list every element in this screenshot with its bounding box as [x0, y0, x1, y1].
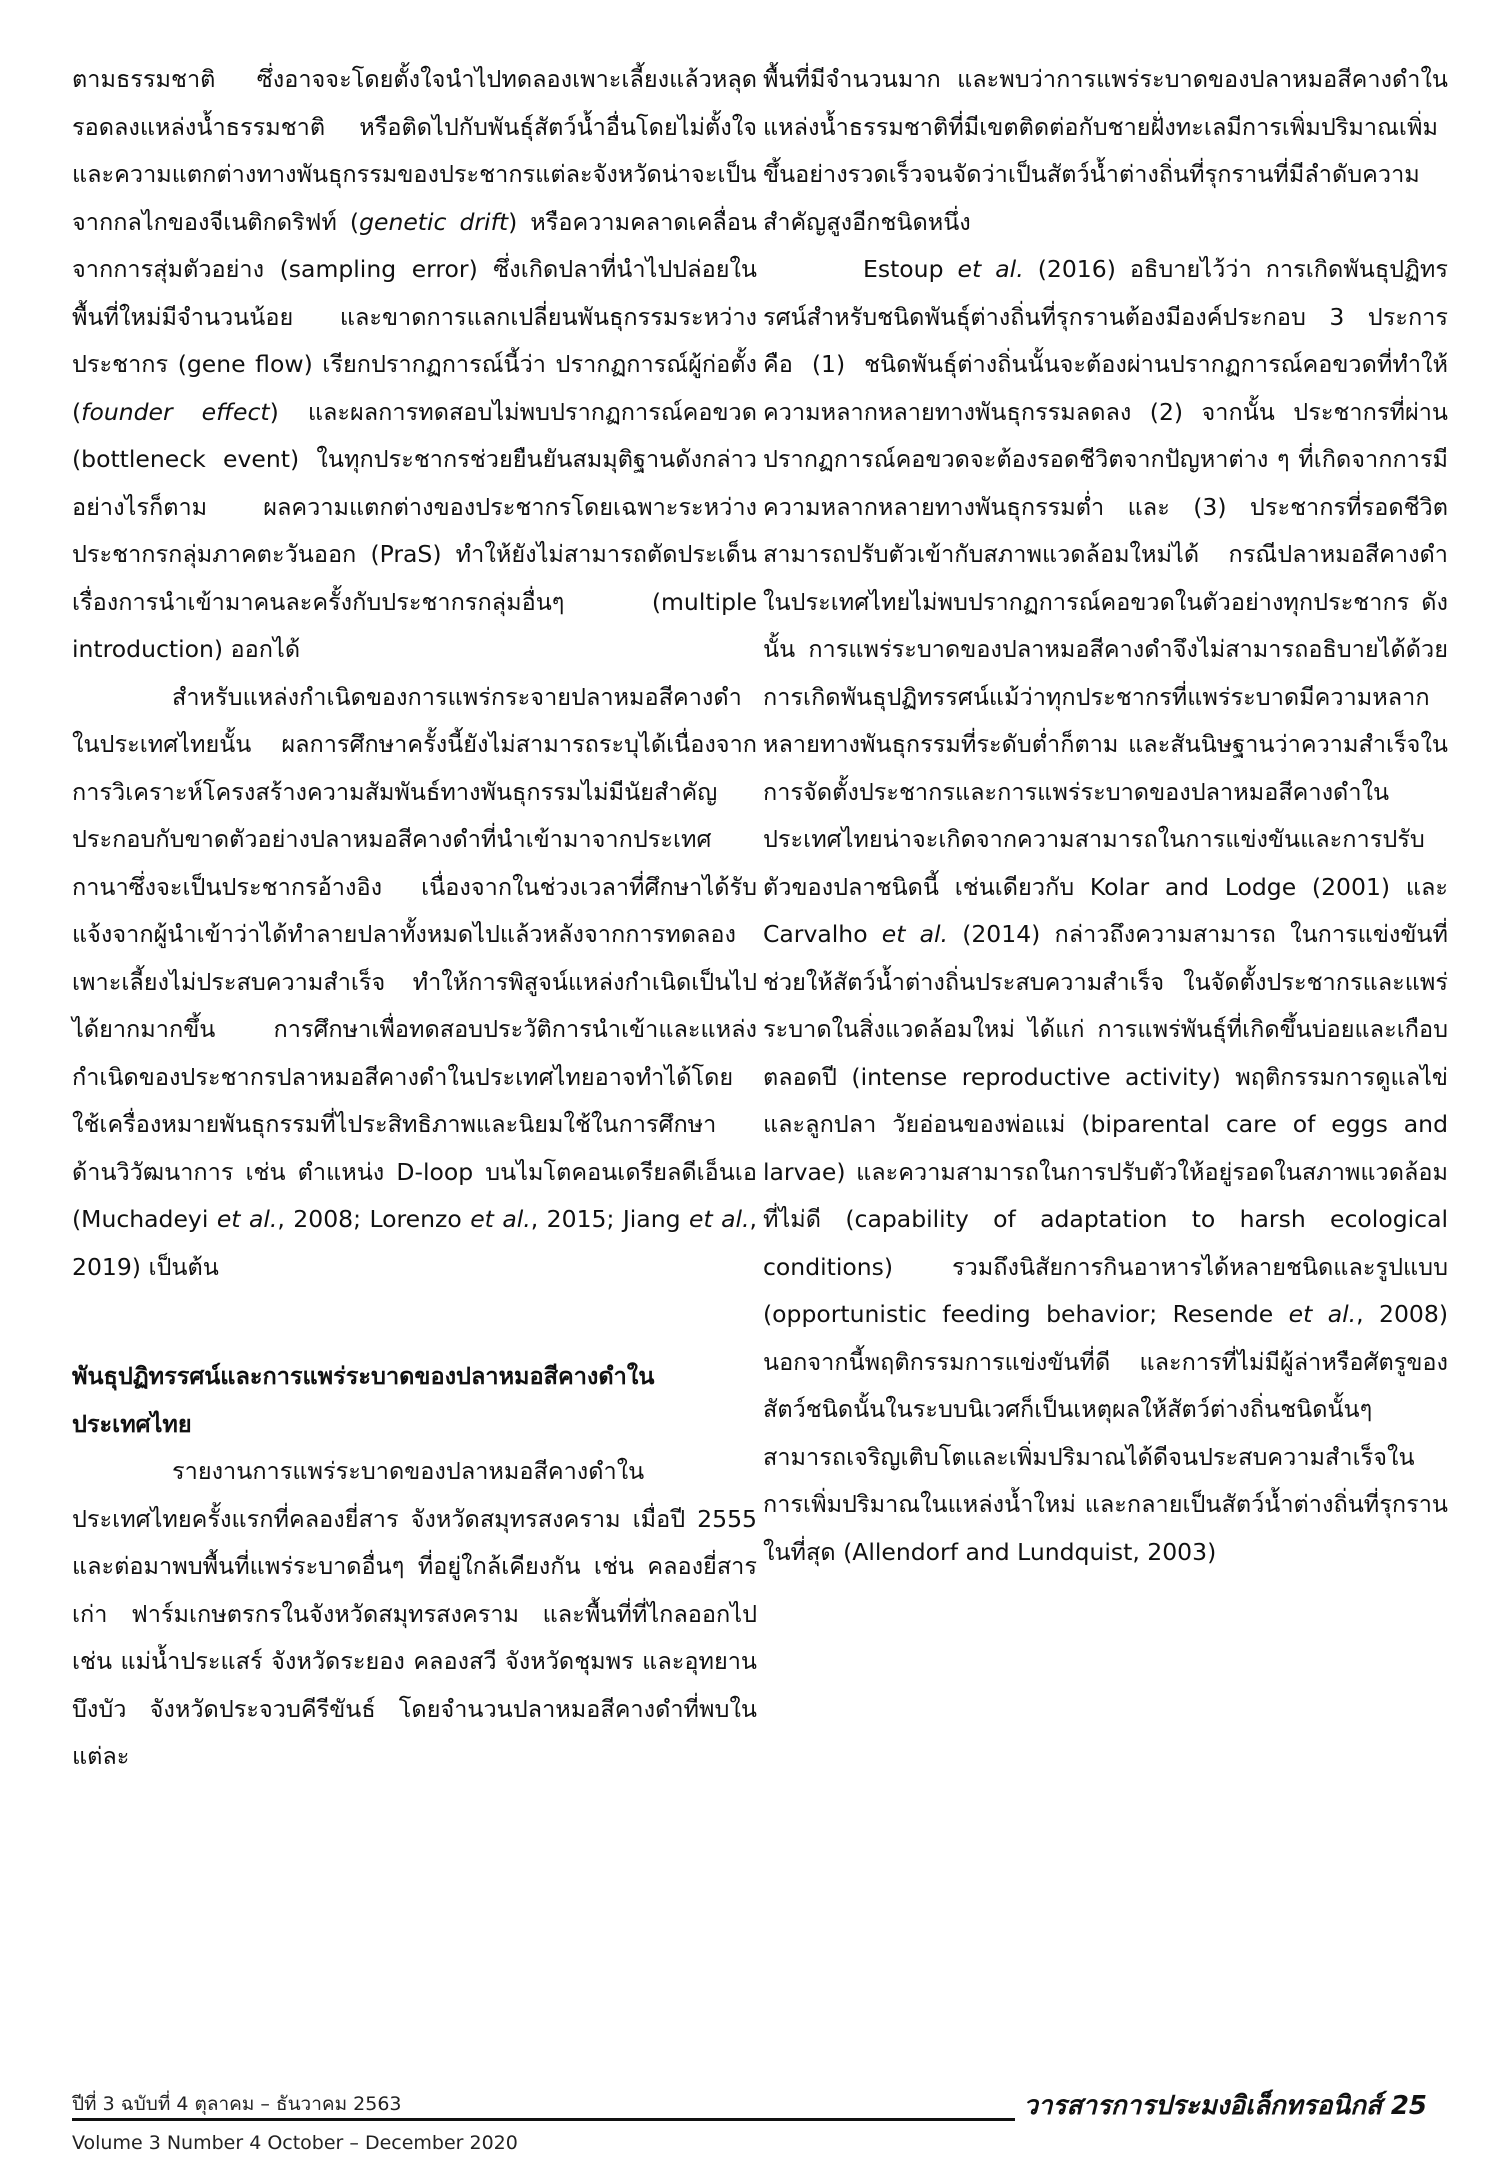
text-run: ตามธรรมชาติ ซึ่งอาจจะโดยตั้งใจนำไปทดลองเพาะเลี้ยงแล้วหลุดรอดลงแหล่งน้ำธรรมชาติ หรือติดไปกับพันธุ์สัตว์น้ำอื่นโดยไม่ตั้งใจ และความแตกต่างทางพันธุกรรมของประชากรแต่ละจังหวัดน่าจะเป็นจากกลไกของจีเนติกดริฟท์ ( — [72, 65, 757, 236]
italic-text: et al. — [216, 1205, 278, 1233]
text-run: สำหรับแหล่งกำเนิดของการแพร่กระจายปลาหมอสีคางดำในประเทศไทยนั้น ผลการศึกษาครั้งนี้ยังไม่สามารถระบุได้เนื่องจากการวิเคราะห์โครงสร้างความสัมพันธ์ทางพันธุกรรมไม่มีนัยสำคัญ ประกอบกับขาดตัวอย่างปลาหมอสีคางดำที่นำเข้ามาจากประเทศกานาซึ่งจะเป็นประชากรอ้างอิง เนื่องจากในช่วงเวลาที่ศึกษาได้รับแจ้งจากผู้นำเข้าว่าได้ทำลายปลาทั้งหมดไปแล้วหลังจากการทดลองเพาะเลี้ยงไม่ประสบความสำเร็จ ทำให้การพิสูจน์แหล่งกำเนิดเป็นไปได้ยากมากขึ้น การศึกษาเพื่อทดสอบประวัติการนำเข้าและแหล่งกำเนิดของประชากรปลาหมอสีคางดำในประเทศไทยอาจทำได้โดยใช้เครื่องหมายพันธุกรรมที่ไประสิทธิภาพและนิยมใช้ในการศึกษาด้านวิวัฒนาการ เช่น ตำแหน่ง D-loop บนไมโตคอนเดรียลดีเอ็นเอ (Muchadeyi — [72, 682, 757, 1233]
left-column — [72, 56, 757, 1781]
text-run: , 2008; Lorenzo — [277, 1205, 471, 1233]
issue-info-thai: ปีที่ 3 ฉบับที่ 4 ตุลาคม – ธันวาคม 2563 — [72, 2093, 402, 2115]
right-column — [763, 56, 1448, 1576]
text-run: , 2015; Jiang — [530, 1205, 689, 1233]
text-run: ) และผลการทดสอบไม่พบปรากฏการณ์คอขวด (bottleneck event) ในทุกประชากรช่วยยืนยันสมมุติฐานดังกล่าว อย่างไรก็ตาม ผลความแตกต่างของประชากรโดยเฉพาะระหว่างประชากรกลุ่มภาคตะวันออก (PraS) ทำให้ยังไม่สามารถตัดประเด็นเรื่องการนำเข้ามาคนละครั้งกับประชากรกลุ่มอื่นๆ (multiple introduction) ออกได้ — [72, 397, 757, 663]
text-run: พื้นที่มีจำนวนมาก และพบว่าการแพร่ระบาดของปลาหมอสีคางดำในแหล่งน้ำธรรมชาติที่มีเขตติดต่อกับชายฝั่งทะเลมีการเพิ่มปริมาณเพิ่มขึ้นอย่างรวดเร็วจนจัดว่าเป็นสัตว์น้ำต่างถิ่นที่รุกรานที่มีลำดับความสำคัญสูงอีกชนิดหนึ่ง — [763, 65, 1448, 236]
text-run: ) หรือความคลาดเคลื่อนจากการสุ่มตัวอย่าง (sampling error) ซึ่งเกิดปลาที่นำไปปล่อยในพื้นที่ใหม่มีจำนวนน้อย และขาดการแลกเปลี่ยนพันธุกรรมระหว่างประชากร (gene flow) เรียกปรากฏการณ์นี้ว่า ปรากฏการณ์ผู้ก่อตั้ง ( — [72, 207, 757, 426]
paragraph — [72, 1448, 757, 1781]
issue-info-english: Volume 3 Number 4 October – December 2020 — [72, 2132, 518, 2154]
italic-text: et al. — [957, 255, 1024, 283]
italic-text: et al. — [688, 1205, 750, 1233]
italic-text: genetic drift — [359, 207, 509, 236]
paragraph — [72, 56, 757, 674]
text-run: รายงานการแพร่ระบาดของปลาหมอสีคางดำในประเทศไทยครั้งแรกที่คลองยี่สาร จังหวัดสมุทรสงคราม เมื่อปี 2555 และต่อมาพบพื้นที่แพร่ระบาดอื่นๆ ที่อยู่ใกล้เคียงกัน เช่น คลองยี่สารเก่า ฟาร์มเกษตรกรในจังหวัดสมุทรสงคราม และพื้นที่ที่ไกลออกไป เช่น แม่น้ำประแสร์ จังหวัดระยอง คลองสวี จังหวัดชุมพร และอุทยานบึงบัว จังหวัดประจวบคีรีขันธ์ โดยจำนวนปลาหมอสีคางดำที่พบในแต่ละ — [72, 1457, 757, 1770]
text-run: (2014) กล่าวถึงความสามารถ ในการแข่งขันที่ช่วยให้สัตว์น้ำต่างถิ่นประสบความสำเร็จ ในจัดตั้งประชากรและแพร่ระบาดในสิ่งแวดล้อมใหม่ ได้แก่ การแพร่พันธุ์ที่เกิดขึ้นบ่อยและเกือบตลอดปี (intense reproductive activity) พฤติกรรมการดูแลไข่และลูกปลา วัยอ่อนของพ่อแม่ (biparental care of eggs and larvae) และความสามารถในการปรับตัวให้อยู่รอดในสภาพแวดล้อมที่ไม่ดี (capability of adaptation to harsh ecological conditions) รวมถึงนิสัยการกินอาหารได้หลายชนิดและรูปแบบ (opportunistic feeding behavior; Resende — [763, 920, 1448, 1328]
italic-text: et al. — [470, 1205, 531, 1233]
page-footer — [72, 2090, 1427, 2126]
italic-text: founder effect — [81, 397, 270, 426]
text-run: , 2008) นอกจากนี้พฤติกรรมการแข่งขันที่ดี และการที่ไม่มีผู้ล่าหรือศัตรูของสัตว์ชนิดนั้นในระบบนิเวศก็เป็นเหตุผลให้สัตว์ต่างถิ่นชนิดนั้นๆ สามารถเจริญเติบโตและเพิ่มปริมาณได้ดีจนประสบความสำเร็จในการเพิ่มปริมาณในแหล่งน้ำใหม่ และกลายเป็นสัตว์น้ำต่างถิ่นที่รุกรานในที่สุด (Allendorf and Lundquist, 2003) — [763, 1300, 1448, 1566]
italic-text: et al. — [881, 920, 949, 948]
paragraph — [763, 246, 1448, 1576]
text-run: Estoup — [863, 255, 958, 283]
section-heading: พันธุปฏิทรรศน์และการแพร่ระบาดของปลาหมอสีคางดำในประเทศไทย — [72, 1362, 655, 1438]
text-run: (2016) อธิบายไว้ว่า การเกิดพันธุปฏิทรรศน์สำหรับชนิดพันธุ์ต่างถิ่นที่รุกรานต้องมีองค์ประกอบ 3 ประการ คือ (1) ชนิดพันธุ์ต่างถิ่นนั้นจะต้องผ่านปรากฏการณ์คอขวดที่ทำให้ความหลากหลายทางพันธุกรรมลดลง (2) จากนั้น ประชากรที่ผ่านปรากฏการณ์คอขวดจะต้องรอดชีวิตจากปัญหาต่าง ๆ ที่เกิดจากการมีความหลากหลายทางพันธุกรรมต่ำ และ (3) ประชากรที่รอดชีวิตสามารถปรับตัวเข้ากับสภาพแวดล้อมใหม่ได้ กรณีปลาหมอสีคางดำในประเทศไทยไม่พบปรากฏการณ์คอขวดในตัวอย่างทุกประชากร ดังนั้น การแพร่ระบาดของปลาหมอสีคางดำจึงไม่สามารถอธิบายได้ด้วยการเกิดพันธุปฏิทรรศน์แม้ว่าทุกประชากรที่แพร่ระบาดมีความหลากหลายทางพันธุกรรมที่ระดับต่ำก็ตาม และสันนิษฐานว่าความสำเร็จในการจัดตั้งประชากรและการแพร่ระบาดของปลาหมอสีคางดำในประเทศไทยน่าจะเกิดจากความสามารถในการแข่งขันและการปรับตัวของปลาชนิดนี้ เช่นเดียวกับ Kolar and Lodge (2001) และ Carvalho — [763, 255, 1448, 948]
italic-text: et al. — [1288, 1300, 1357, 1328]
paragraph — [72, 674, 757, 1292]
text-run: , 2019) เป็นต้น — [72, 1205, 757, 1281]
paragraph — [763, 56, 1448, 246]
journal-title-page-number: วารสารการประมงอิเล็กทรอนิกส์ 25 — [1015, 2090, 1427, 2122]
